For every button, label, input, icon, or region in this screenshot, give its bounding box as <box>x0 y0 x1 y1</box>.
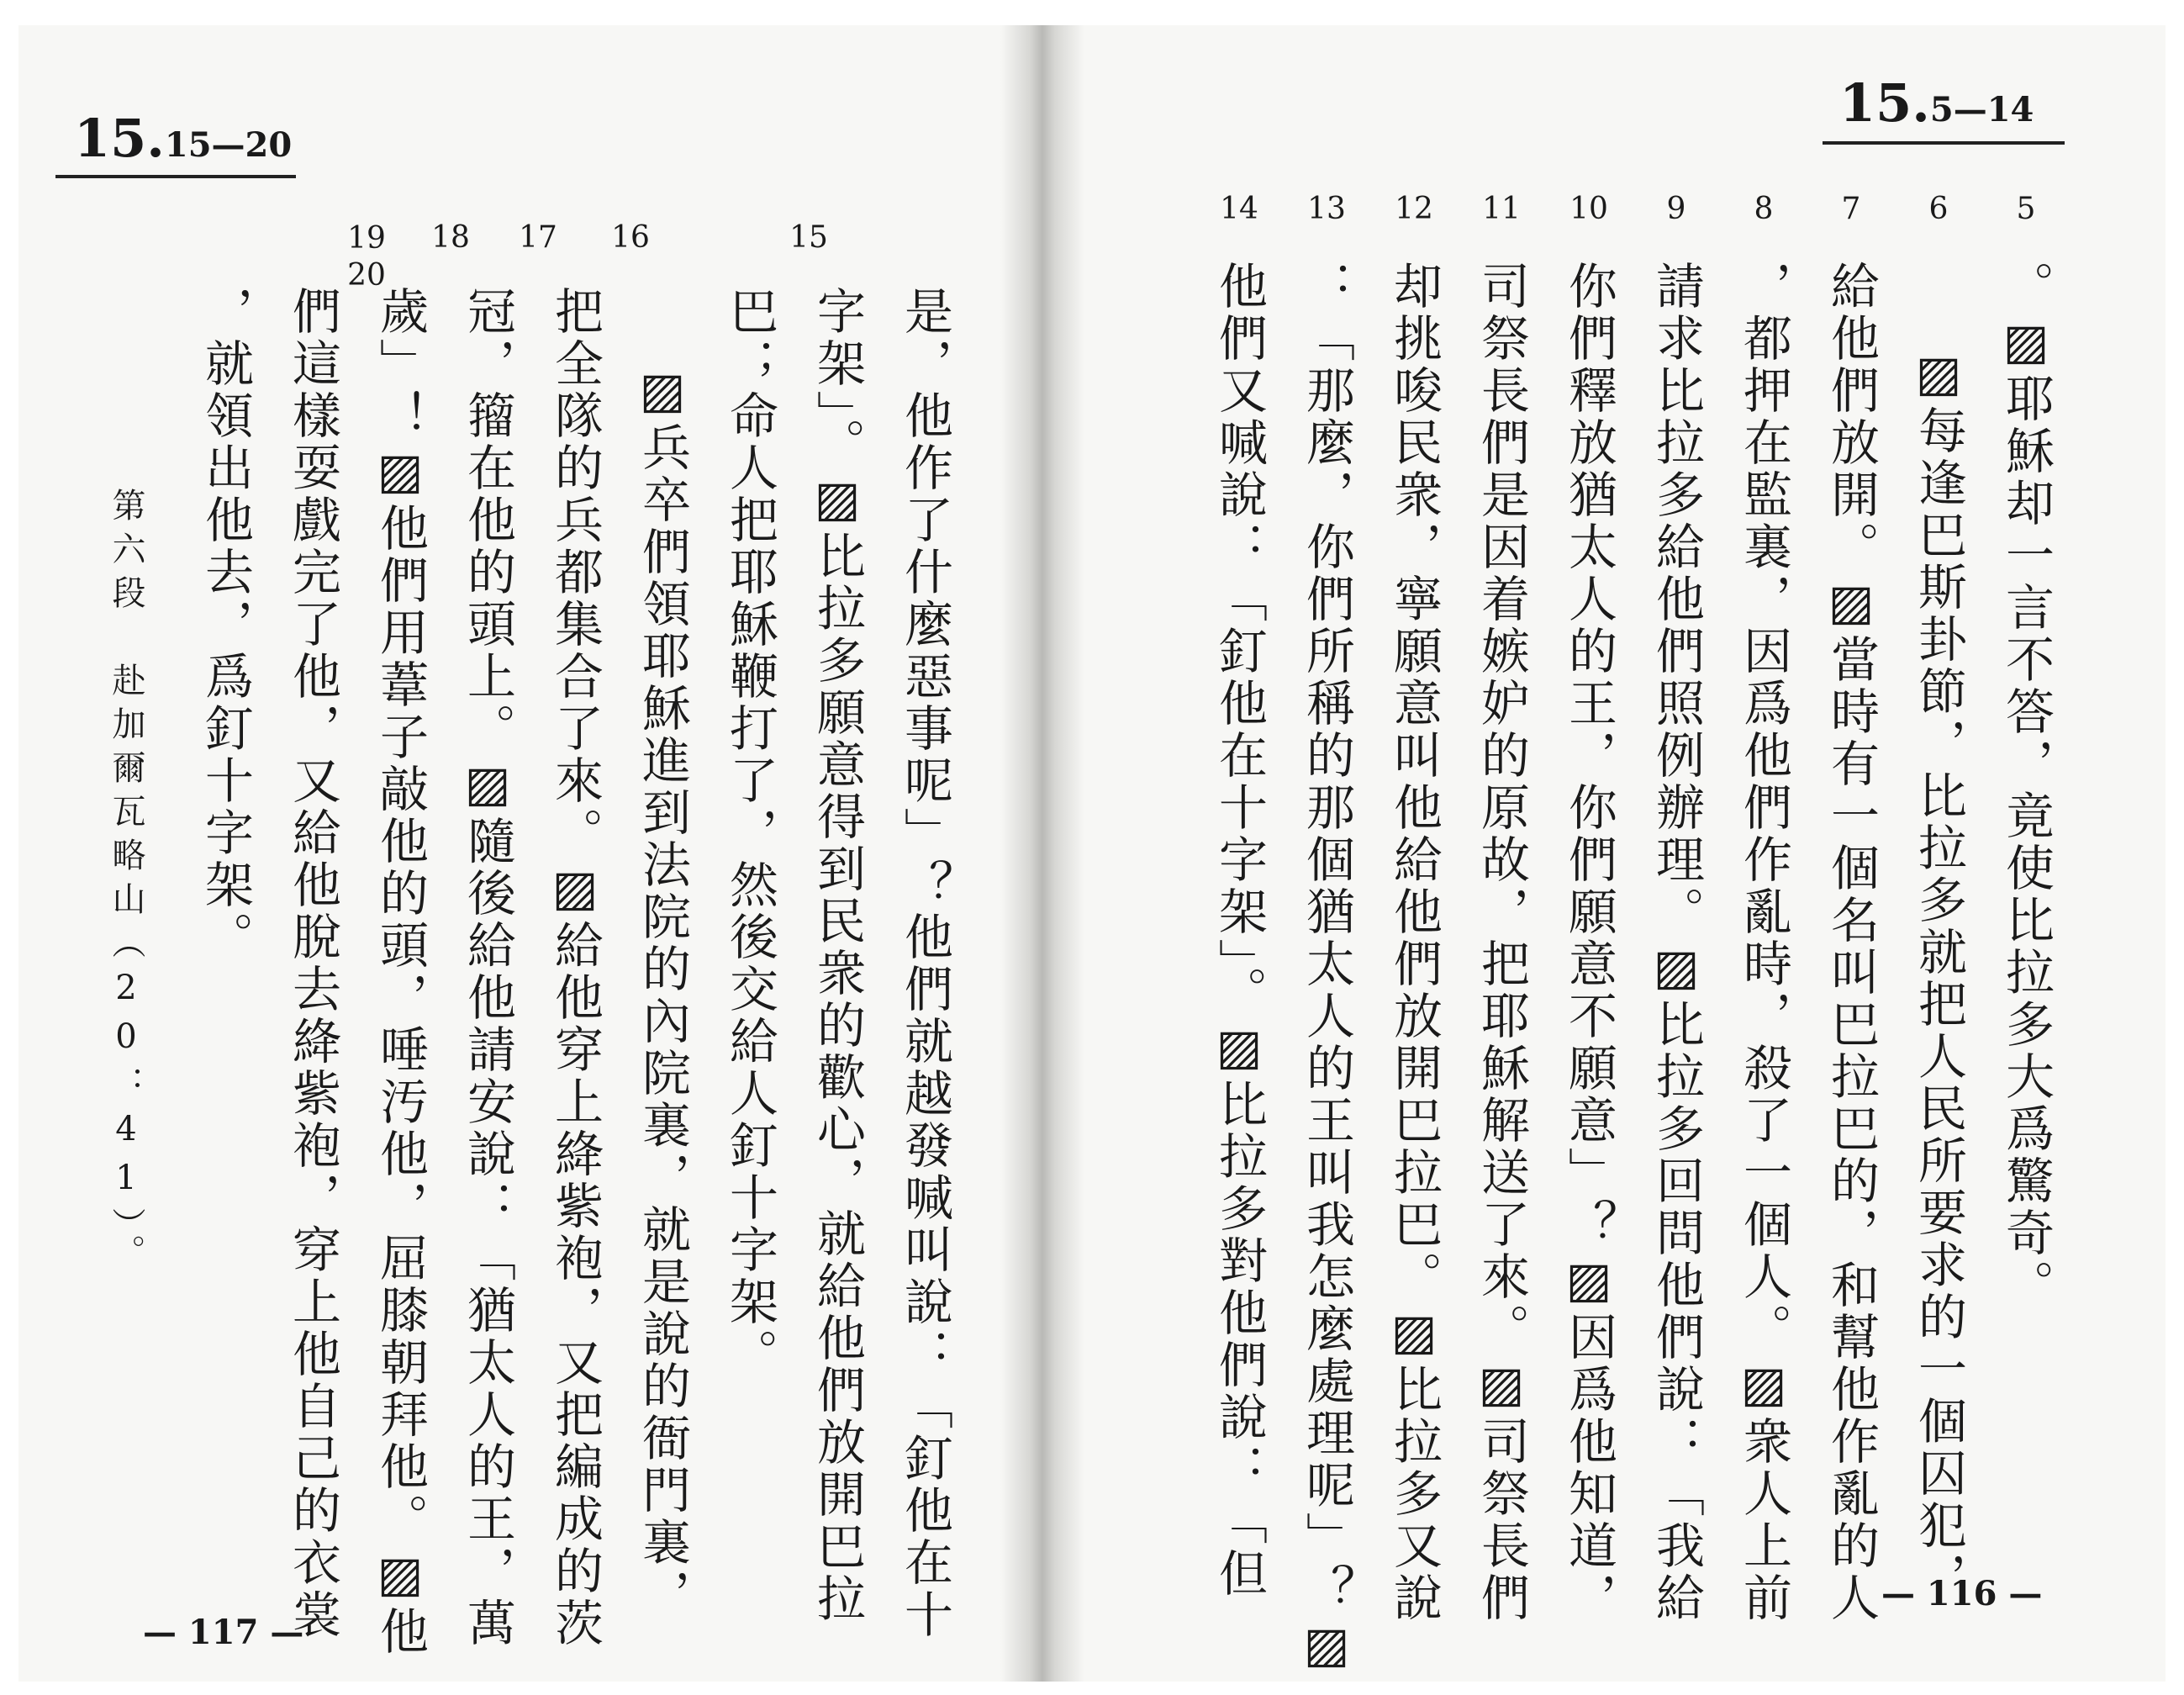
right-verse-range: 5—14 <box>1929 90 2034 129</box>
right-text-column-1: 。▨耶穌却一言不答，竟使比拉多大爲驚奇。 <box>1997 261 2055 1312</box>
left-header-rule <box>55 175 296 178</box>
right-text-column-10: 他們又喊說：「釘他在十字架」。▨比拉多對他們說：「但 <box>1211 261 1268 1600</box>
left-text-column-7: 歲」！▨他們用葦子敲他的頭，唾汚他，屈膝朝拜他。▨他 <box>372 286 429 1658</box>
right-text-column-3: 給他們放開。▨當時有一個名叫巴拉巴的，和幫他作亂的人 <box>1823 261 1880 1624</box>
left-text-column-8: 們這樣耍戲完了他，又給他脫去絳紫袍，穿上他自己的衣裳 <box>284 286 341 1641</box>
left-verse-number: 19 20 <box>347 221 386 293</box>
left-verse-number: 15 <box>789 220 828 255</box>
left-text-column-9: ，就領出他去，爲釘十字架。 <box>197 286 254 964</box>
left-text-column-2: 字架」。▨比拉多願意得到民衆的歡心，就給他們放開巴拉 <box>809 286 866 1625</box>
right-text-column-2: ▨每逢巴斯卦節，比拉多就把人民所要求的一個囚犯， <box>1910 345 1967 1604</box>
right-header-rule <box>1823 141 2065 145</box>
left-text-column-5: 把全隊的兵都集合了來。▨給他穿上絳紫袍，又把編成的茨 <box>546 286 604 1650</box>
right-text-column-5: 請求比拉多給他們照例辦理。▨比拉多回問他們說：「我給 <box>1648 261 1705 1624</box>
left-page-header <box>74 108 292 169</box>
right-text-column-6: 你們釋放猶太人的王，你們願意不願意」？▨因爲他知道， <box>1560 261 1617 1624</box>
left-page-number: — 117 — <box>143 1613 304 1652</box>
left-chapter-number: 15. <box>74 108 165 169</box>
right-page-number: — 116 — <box>1881 1574 2043 1613</box>
right-verse-number: 9 <box>1666 192 1686 226</box>
section-heading: 第六段 赴加爾瓦略山（20：41）。 <box>107 488 145 1278</box>
right-text-column-4: ，都押在監裏，因爲他們作亂時，殺了一個人。▨衆人上前 <box>1735 261 1792 1624</box>
left-verse-number: 18 <box>431 220 470 255</box>
left-text-column-3: 巴；命人把耶穌鞭打了，然後交給人釘十字架。 <box>721 286 778 1381</box>
left-verse-number: 16 <box>611 220 650 255</box>
right-verse-number: 5 <box>2016 192 2036 226</box>
right-text-column-7: 司祭長們是因着嫉妒的原故，把耶穌解送了來。▨司祭長們 <box>1473 261 1530 1624</box>
right-verse-number: 6 <box>1928 192 1949 226</box>
right-chapter-number: 15. <box>1839 72 1930 134</box>
left-text-column-4: ▨兵卒們領耶穌進到法院的內院裏，就是說的衙門裏， <box>634 362 691 1621</box>
left-text-column-1: 是，他作了什麼惡事呢」？他們就越發喊叫說：「釘他在十 <box>896 286 953 1641</box>
right-verse-number: 13 <box>1307 192 1346 226</box>
right-verse-number: 14 <box>1220 192 1258 226</box>
book-gutter <box>1000 25 1084 1682</box>
right-text-column-8: 却挑唆民衆，寧願意叫他給他們放開巴拉巴。▨比拉多又說 <box>1385 261 1443 1624</box>
left-verse-range: 15—20 <box>164 125 293 165</box>
right-verse-number: 8 <box>1754 192 1774 226</box>
right-verse-number: 11 <box>1482 192 1521 226</box>
left-verse-number: 17 <box>519 220 557 255</box>
right-verse-number: 12 <box>1395 192 1433 226</box>
right-verse-number: 10 <box>1569 192 1608 226</box>
left-text-column-6: 冠，籀在他的頭上。▨隨後給他請安說：「猶太人的王，萬 <box>459 286 516 1650</box>
right-text-column-9: ：「那麼，你們所稱的那個猶太人的王叫我怎麼處理呢」？▨ <box>1298 261 1355 1677</box>
right-page-header <box>1839 72 2034 134</box>
right-verse-number: 7 <box>1841 192 1861 226</box>
